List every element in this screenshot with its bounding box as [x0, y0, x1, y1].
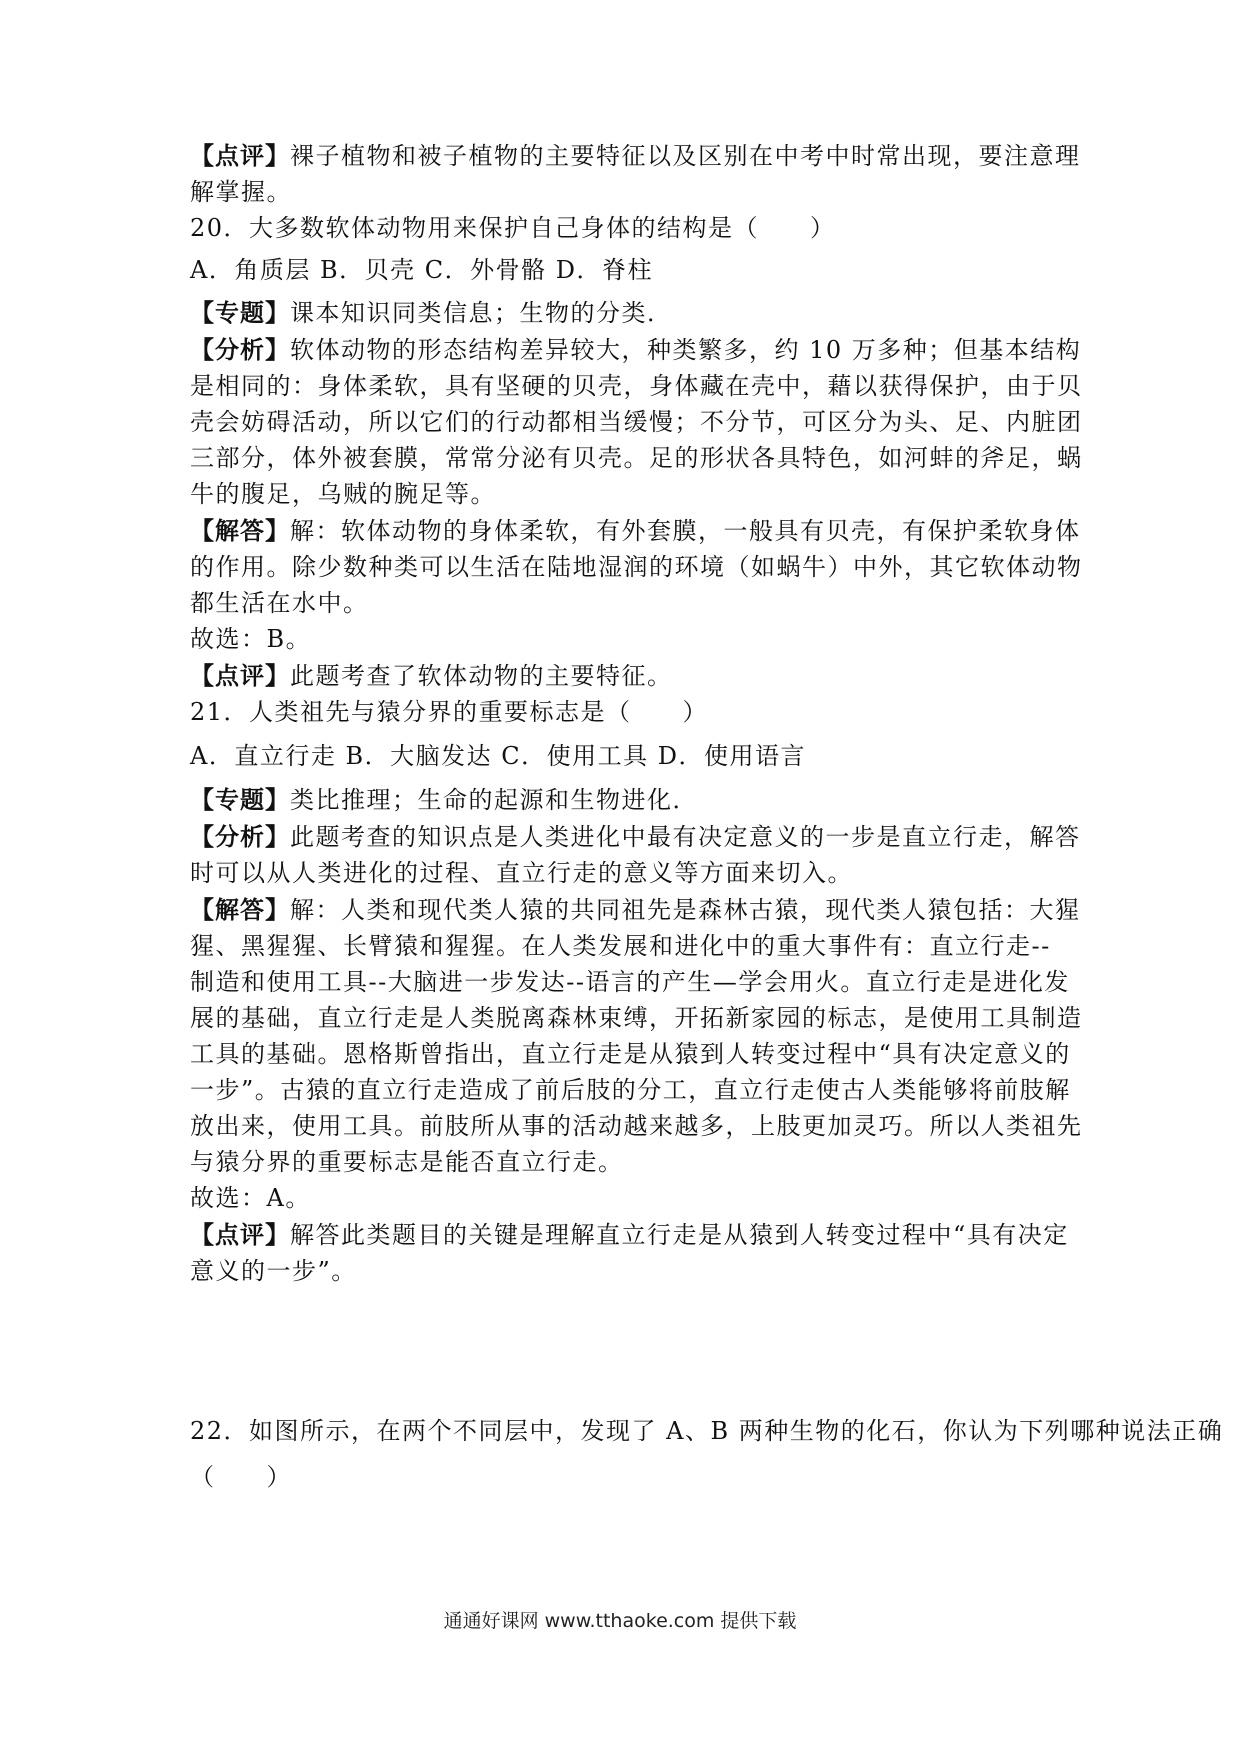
analysis-text: 软体动物的形态结构差异较大，种类繁多，约 10 万多种；但基本结构 [290, 336, 1082, 364]
topic-tag: 【专题】 [190, 786, 290, 814]
question-21: 21．人类祖先与猿分界的重要标志是（ ） [190, 698, 709, 726]
comment-text: 此题考查了软体动物的主要特征。 [290, 662, 673, 690]
answer-text: 解：软体动物的身体柔软，有外套膜，一般具有贝壳，有保护柔软身体 [290, 517, 1081, 545]
comment-line [190, 1217, 1069, 1253]
answer-tag: 【解答】 [190, 896, 290, 924]
text-line: 猩、黑猩猩、长臂猿和猩猩。在人类发展和进化中的重大事件有：直立行走-- [190, 932, 1051, 960]
analysis-text: 此题考查的知识点是人类进化中最有决定意义的一步是直立行走，解答 [290, 823, 1081, 851]
text-line: 三部分，体外被套膜，常常分泌有贝壳。足的形状各具特色，如河蚌的斧足，蜗 [190, 444, 1083, 472]
question-20-options: A．角质层 B．贝壳 C．外骨骼 D．脊柱 [190, 256, 653, 284]
analysis-line [190, 332, 1082, 368]
analysis-line [190, 819, 1081, 855]
text-line: 意义的一步”。 [190, 1257, 357, 1285]
comment-text: 解答此类题目的关键是理解直立行走是从猿到人转变过程中“具有决定 [290, 1221, 1069, 1249]
topic-text: 课本知识同类信息；生物的分类． [290, 299, 673, 327]
text-line: 放出来，使用工具。前肢所从事的活动越来越多，上肢更加灵巧。所以人类祖先 [190, 1112, 1083, 1140]
choice-line: 故选：A。 [190, 1184, 311, 1212]
question-21-options: A．直立行走 B．大脑发达 C．使用工具 D．使用语言 [190, 742, 806, 770]
text-line: 都生活在水中。 [190, 589, 369, 617]
question-22: 22．如图所示，在两个不同层中，发现了 A、B 两种生物的化石，你认为下列哪种说法正确 [190, 1417, 1224, 1445]
question-20: 20．大多数软体动物用来保护自己身体的结构是（ ） [190, 214, 836, 242]
choice-line: 故选：B。 [190, 625, 312, 653]
analysis-tag: 【分析】 [190, 823, 290, 851]
comment-tag: 【点评】 [190, 142, 290, 170]
text-line: 一步”。古猿的直立行走造成了前后肢的分工，直立行走使古人类能够将前肢解 [190, 1076, 1071, 1104]
text-line: 时可以从人类进化的过程、直立行走的意义等方面来切入。 [190, 859, 853, 887]
text-line: 的作用。除少数种类可以生活在陆地湿润的环境（如蜗牛）中外，其它软体动物 [190, 553, 1083, 581]
answer-text: 解：人类和现代类人猿的共同祖先是森林古猿，现代类人猿包括：大猩 [290, 896, 1081, 924]
answer-line [190, 513, 1081, 549]
analysis-tag: 【分析】 [190, 336, 290, 364]
answer-line [190, 892, 1081, 928]
comment-line [190, 658, 1060, 694]
comment-text: 裸子植物和被子植物的主要特征以及区别在中考中时常出现，要注意理 [290, 142, 1081, 170]
text-line: 展的基础，直立行走是人类脱离森林束缚，开拓新家园的标志，是使用工具制造 [190, 1004, 1083, 1032]
comment-tag: 【点评】 [190, 662, 290, 690]
topic-line [190, 782, 1060, 818]
topic-text: 类比推理；生命的起源和生物进化． [290, 786, 698, 814]
text-line: 是相同的：身体柔软，具有坚硬的贝壳，身体藏在壳中，藉以获得保护，由于贝 [190, 372, 1083, 400]
text-line: 工具的基础。恩格斯曾指出，直立行走是从猿到人转变过程中“具有决定意义的 [190, 1040, 1071, 1068]
text-line: 制造和使用工具--大脑进一步发达--语言的产生—学会用火。直立行走是进化发 [190, 968, 1070, 996]
answer-tag: 【解答】 [190, 517, 290, 545]
text-line: 牛的腹足，乌贼的腕足等。 [190, 480, 496, 508]
text-line: 解掌握。 [190, 178, 292, 206]
text-line: 壳会妨碍活动，所以它们的行动都相当缓慢；不分节，可区分为头、足、内脏团 [190, 408, 1083, 436]
text-line: 与猿分界的重要标志是能否直立行走。 [190, 1148, 624, 1176]
topic-tag: 【专题】 [190, 299, 290, 327]
comment-tag: 【点评】 [190, 1221, 290, 1249]
comment-line [190, 138, 1081, 174]
question-22-paren: （ ） [190, 1463, 292, 1491]
footer-source: 通通好课网 www.tthaoke.com 提供下载 [443, 1610, 797, 1632]
topic-line [190, 295, 1060, 331]
